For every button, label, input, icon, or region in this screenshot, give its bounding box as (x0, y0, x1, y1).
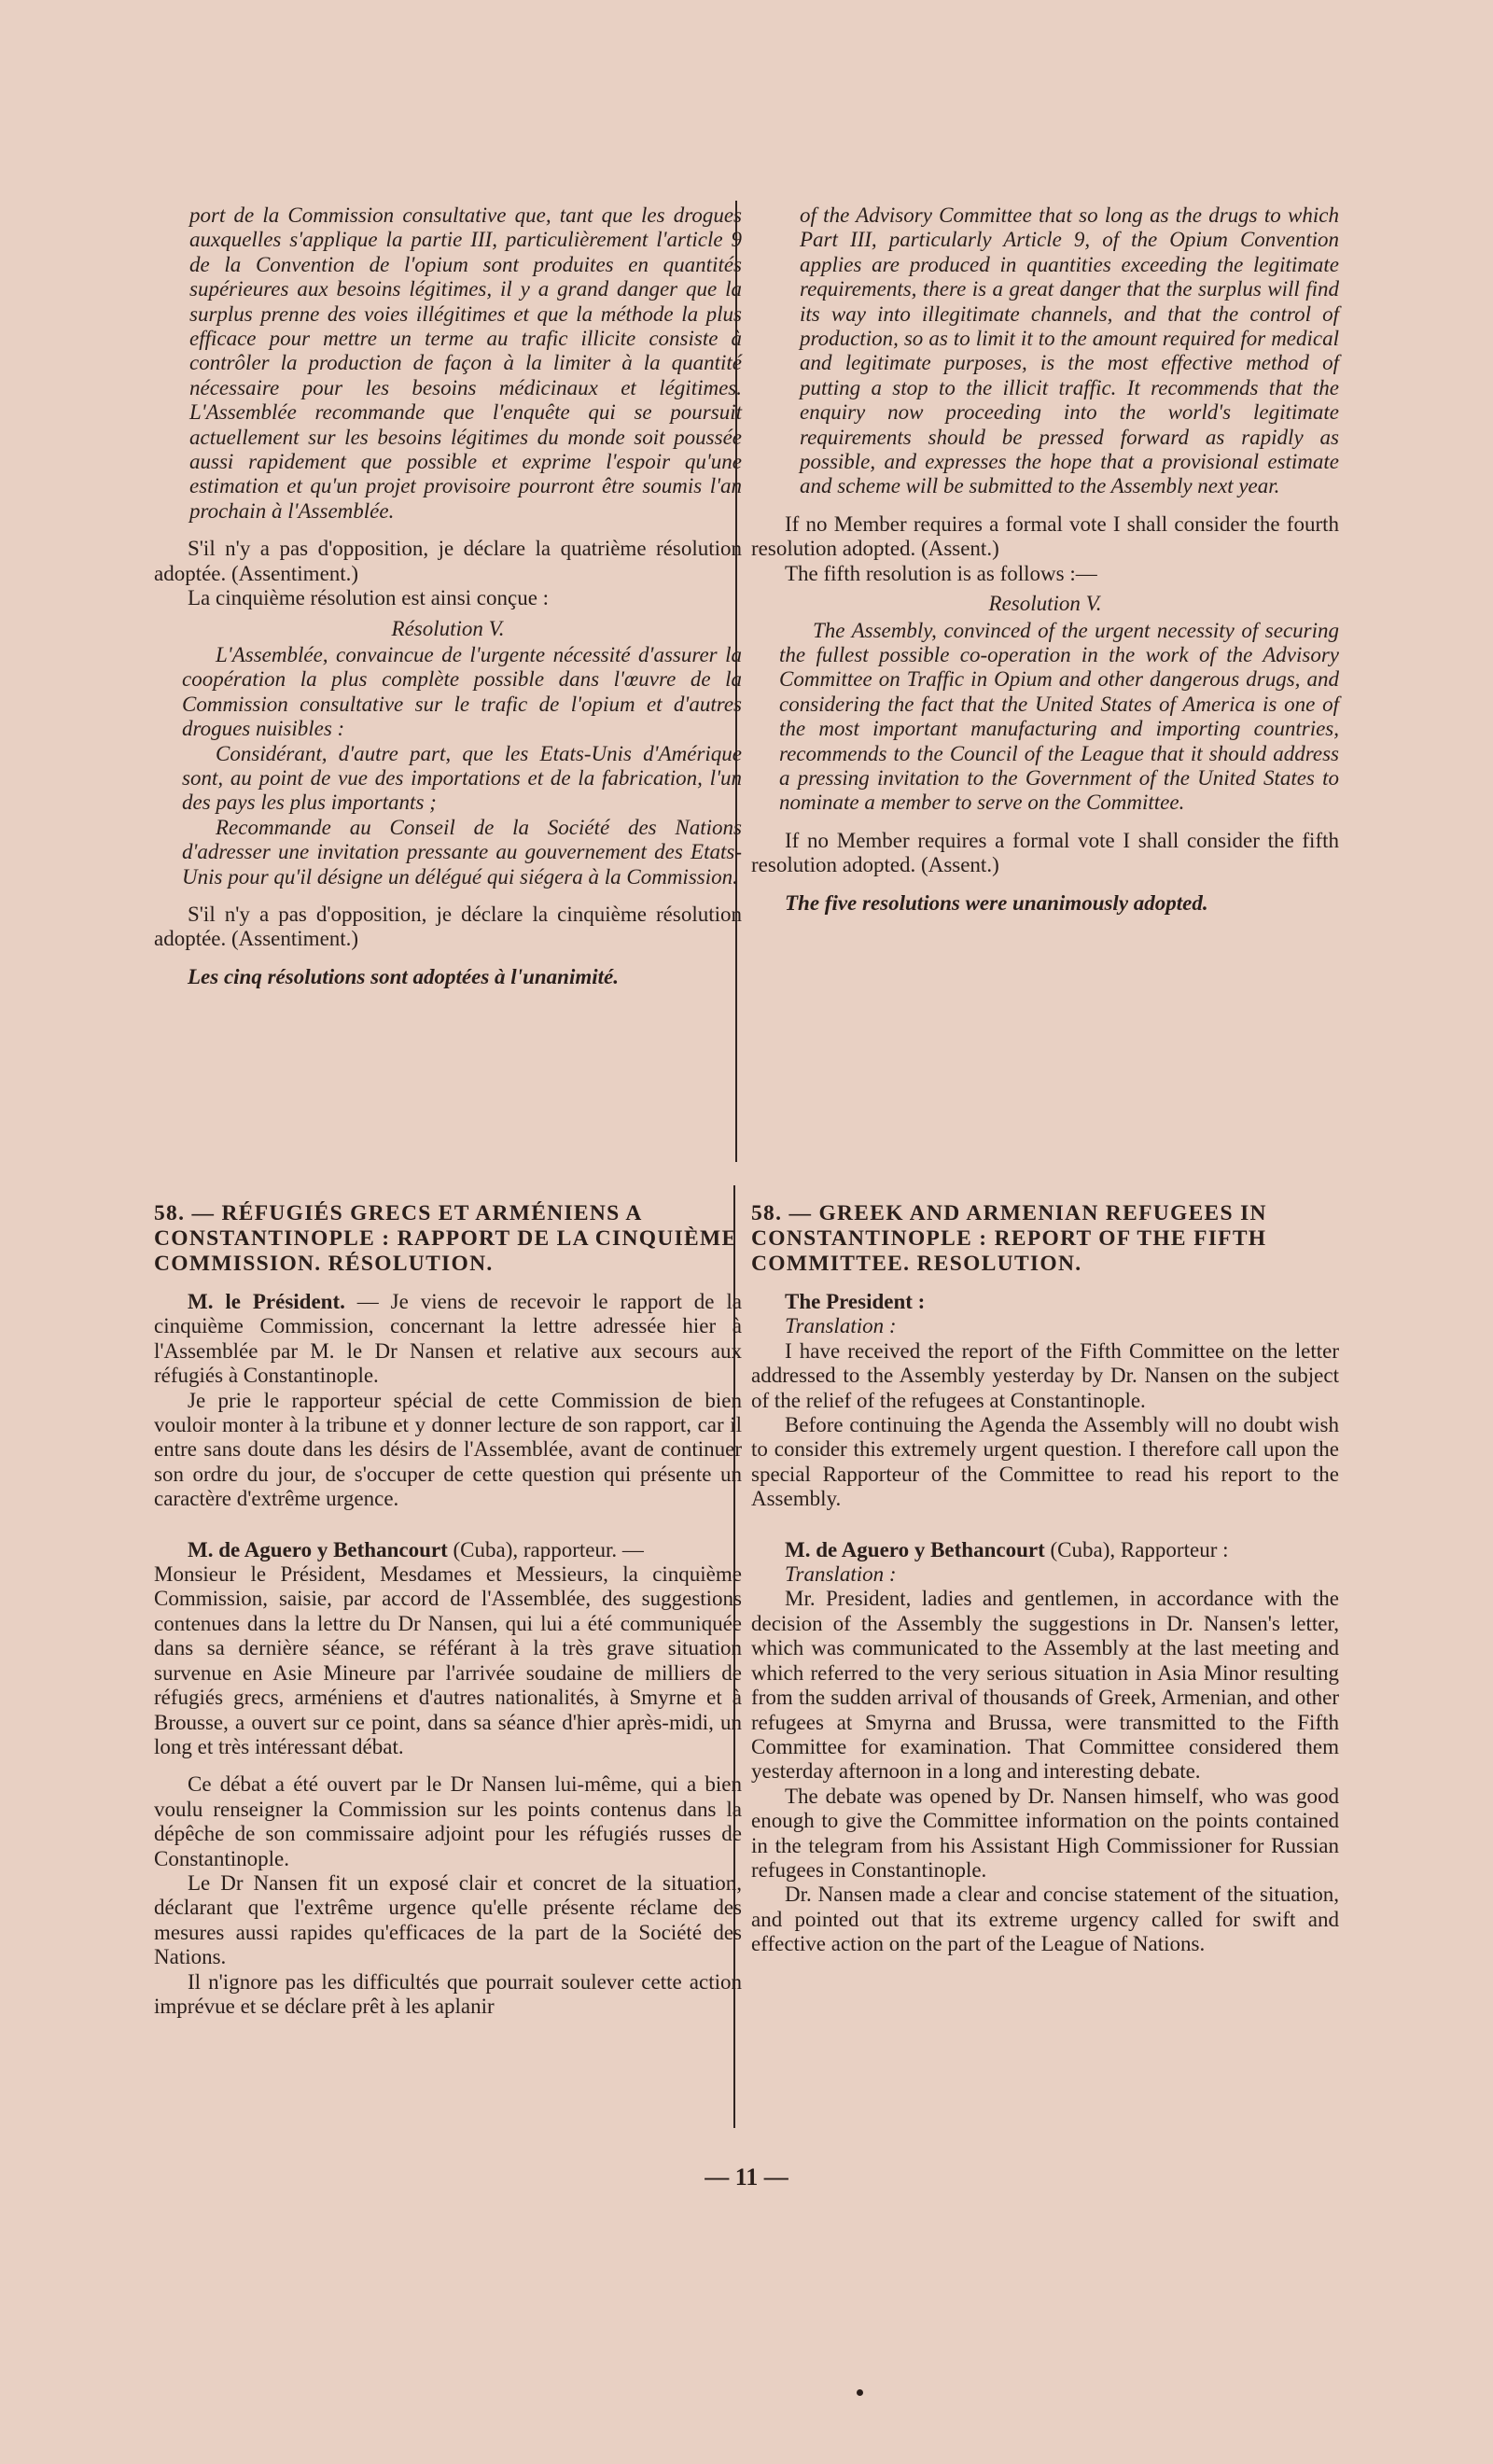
french-president-paragraph-2: Je prie le rapporteur spécial de cette Commission de bien vouloir monter à la tribune et y donner lecture de son rapport, car il entre sans doute dans les désirs de l'Assemblée, avant de continuer son ordre du jour, de s'occuper de cette question qui présente un caractère d'extrême urgence. (154, 1388, 742, 1511)
english-section-heading (751, 1201, 1339, 1277)
english-translation-label-1: Translation : (785, 1314, 897, 1338)
french-fifth-resolution-adopted: S'il n'y a pas d'opposition, je déclare la cinquième résolution adoptée. (Assentiment.) (154, 902, 742, 951)
french-unanimous-adoption: Les cinq résolutions sont adoptées à l'unanimité. (188, 964, 619, 988)
french-column-top (154, 203, 742, 989)
french-rapport-continuation: port de la Commission consultative que, tant que les drogues auxquelles s'applique la partie III, particulièrement l'article 9 de la Convention de l'opium sont produites en quantités supérieures aux besoins légitimes, il y a grand danger que la surplus prenne des voies illégitimes et que la méthode la plus efficace pour mettre un terme au trafic illicite consiste à contrôler la production de façon à la limiter à la quantité nécessaire pour les besoins médicinaux et légitimes. L'Assemblée recommande que l'enquête qui se poursuit actuellement sur les besoins légitimes du monde soit poussée aussi rapidement que possible et exprime l'espoir qu'une estimation et qu'un projet provisoire pourront être soumis l'an prochain à l'Assemblée. (189, 203, 742, 523)
english-fourth-resolution-adopted: If no Member requires a formal vote I shall consider the fourth resolution adopted. (Assent.) (751, 511, 1339, 561)
french-speaker-rapporteur: M. de Aguero y Bethancourt (188, 1537, 448, 1561)
french-resolution-clause-1: L'Assemblée, convaincue de l'urgente nécessité d'assurer la coopération la plus complète possible dans l'œuvre de la Commission consultative sur le trafic de l'opium et d'autres drogues nuisibles : (182, 642, 742, 741)
french-section-number: 58. (154, 1201, 186, 1225)
french-speaker-president: M. le Président. (188, 1290, 345, 1313)
english-resolution-text: The Assembly, convinced of the urgent necessity of securing the fullest possible co-operation in the work of the Advisory Committee on Traffic in Opium and other dangerous drugs, and considering the fact that the United States of America is one of the most important manufacturing and importing countries, recommends to the Council of the League that it should address a pressing invitation to the Government of the United States to nominate a member to serve on the Committee. (779, 618, 1339, 815)
french-rapporteur-intro: M. de Aguero y Bethancourt (Cuba), rapporteur. — (188, 1537, 644, 1561)
english-rapporteur-paragraph-2: The debate was opened by Dr. Nansen himself, who was good enough to give the Committee information on the points contained in the telegram from his Assistant High Commissioner for Russian refugees in Constantinople. (751, 1784, 1339, 1882)
english-resolution-title: Resolution V. (988, 592, 1102, 616)
english-rapporteur-intro: M. de Aguero y Bethancourt (Cuba), Rapporteur : (785, 1537, 1229, 1561)
english-section-title: — GREEK AND ARMENIAN REFUGEES IN CONSTANTINOPLE : REPORT OF THE FIFTH COMMITTEE. RESOLUTION. (751, 1201, 1267, 1276)
english-section-number: 58. (751, 1201, 783, 1225)
english-fifth-resolution-intro: The fifth resolution is as follows :— (785, 561, 1097, 585)
french-fourth-resolution-adopted: S'il n'y a pas d'opposition, je déclare la quatrième résolution adoptée. (Assentiment.) (154, 537, 742, 585)
page-number: — 11 — (705, 2163, 788, 2191)
french-resolution-clause-3: Recommande au Conseil de la Société des Nations d'adresser une invitation pressante au gouvernement des Etats-Unis pour qu'il désigne un délégué qui siégera à la Commission. (182, 815, 742, 889)
english-fifth-resolution-adopted: If no Member requires a formal vote I shall consider the fifth resolution adopted. (Assent.) (751, 828, 1339, 877)
ink-dot (857, 2389, 863, 2396)
english-unanimous-adoption: The five resolutions were unanimously adopted. (785, 890, 1208, 915)
english-column-bottom (751, 1201, 1339, 1957)
french-rapporteur-paragraph-4: Il n'ignore pas les difficultés que pourrait soulever cette action imprévue et se déclare prêt à les aplanir (154, 1969, 742, 2018)
english-president-paragraph-1: I have received the report of the Fifth Committee on the letter addressed to the Assembly yesterday by Dr. Nansen on the subject of the relief of the refugees at Constantinople. (751, 1338, 1339, 1412)
english-column-top (751, 203, 1339, 916)
french-president-speech: M. le Président. — Je viens de recevoir le rapport de la cinquième Commission, concernant la lettre adressée hier à l'Assemblée par M. le Dr Nansen et relative aux secours aux réfugiés à Constantinople. (154, 1290, 742, 1388)
english-speaker-president: The President : (785, 1290, 926, 1313)
french-fifth-resolution-intro: La cinquième résolution est ainsi conçue : (188, 586, 550, 610)
english-translation-label-2: Translation : (785, 1562, 897, 1587)
english-rapporteur-paragraph-1: Mr. President, ladies and gentlemen, in accordance with the decision of the Assembly the suggestions in Dr. Nansen's letter, which was communicated to the Assembly at the last meeting and which referred to the very serious situation in Asia Minor resulting from the sudden arrival of thousands of Greek, Armenian, and other refugees at Smyrna and Brussa, were transmitted to the Fifth Committee for examination. That Committee considered them yesterday afternoon in a long and interesting debate. (751, 1587, 1339, 1784)
english-report-continuation: of the Advisory Committee that so long as the drugs to which Part III, particularly Article 9, of the Opium Convention applies are produced in quantities exceeding the legitimate requirements, there is a great danger that the surplus will find its way into illegitimate channels, and that the control of production, so as to limit it to the amount required for medical and legitimate purposes, is the most effective method of putting a stop to the illicit traffic. It recommends that the enquiry now proceeding into the world's legitimate requirements should be pressed forward as rapidly as possible, and expresses the hope that a provisional estimate and scheme will be submitted to the Assembly next year. (800, 203, 1339, 498)
french-rapporteur-paragraph-3: Le Dr Nansen fit un exposé clair et concret de la situation, déclarant que l'extrême urgence qu'elle présente réclame des mesures aussi rapides qu'efficaces de la part de la Société des Nations. (154, 1870, 742, 1969)
french-section-heading (154, 1201, 742, 1277)
english-president-paragraph-2: Before continuing the Agenda the Assembly will no doubt wish to consider this extremely urgent question. I therefore call upon the special Rapporteur of the Committee to read his report to the Assembly. (751, 1413, 1339, 1511)
french-resolution-title: Résolution V. (391, 616, 505, 640)
french-resolution-clause-2: Considérant, d'autre part, que les Etats-Unis d'Amérique sont, au point de vue des importations et de la fabrication, l'un des pays les plus importants ; (182, 741, 742, 815)
french-rapporteur-paragraph-2: Ce débat a été ouvert par le Dr Nansen lui-même, qui a bien voulu renseigner la Commission sur les points contenus dans la dépêche de son commissaire adjoint pour les réfugiés russes de Constantinople. (154, 1772, 742, 1870)
english-rapporteur-paragraph-3: Dr. Nansen made a clear and concise statement of the situation, and pointed out that its extreme urgency called for swift and effective action on the part of the League of Nations. (751, 1883, 1339, 1956)
french-rapporteur-paragraph-1: Monsieur le Président, Mesdames et Messieurs, la cinquième Commission, saisie, par accord de l'Assemblée, des suggestions contenues dans la lettre du Dr Nansen, qui lui a été communiquée dans sa dernière séance, se référant à la très grave situation survenue en Asie Mineure par l'arrivée soudaine de milliers de réfugiés grecs, arméniens et d'autres nationalités, à Smyrne et à Brousse, a ouvert sur ce point, dans sa séance d'hier après-midi, un long et très intéressant débat. (154, 1562, 742, 1758)
english-speaker-rapporteur: M. de Aguero y Bethancourt (785, 1537, 1045, 1561)
french-column-bottom (154, 1201, 742, 2019)
french-section-title: — RÉFUGIÉS GRECS ET ARMÉNIENS A CONSTANTINOPLE : RAPPORT DE LA CINQUIÈME COMMISSION. RÉSOLUTION. (154, 1201, 738, 1276)
